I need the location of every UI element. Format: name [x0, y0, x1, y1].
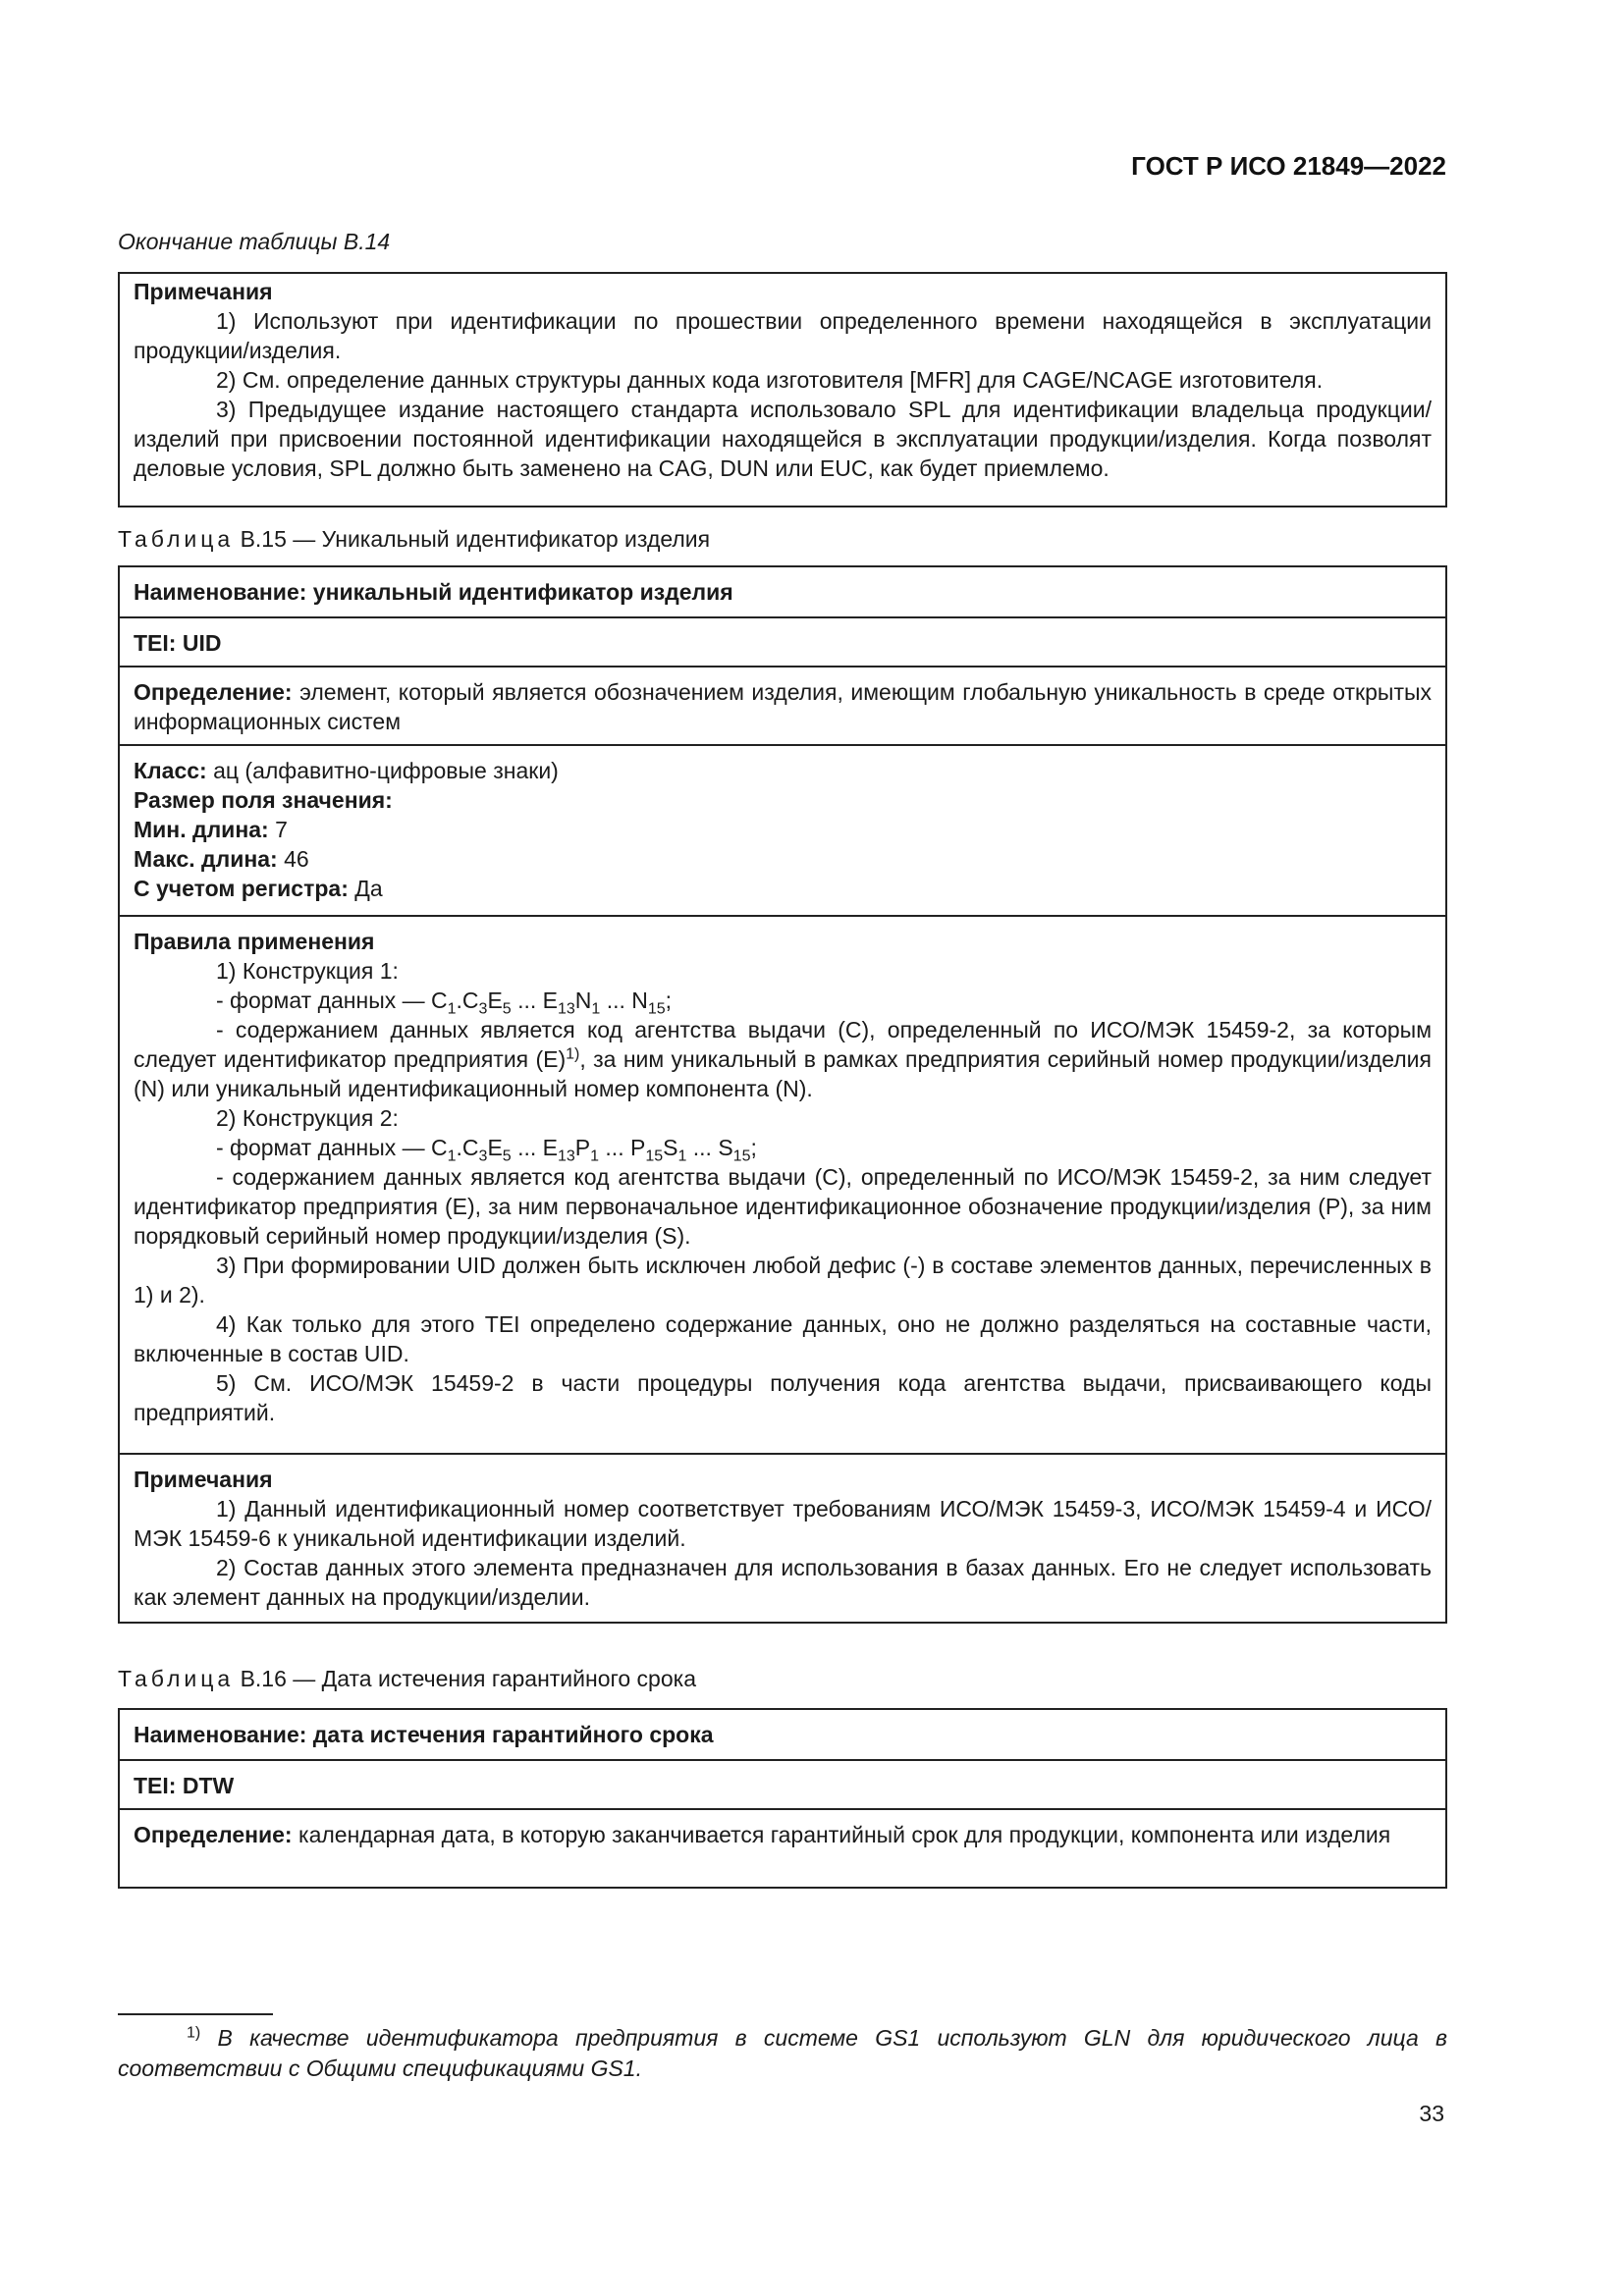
b14-note-3: 3) Предыдущее издание настоящего стандарта использовало SPL для идентификации владельца продукции/изделий при присвоении постоянной идентификации находящейся в эксплуатации продукции/изделия. Когда позволят деловые условия, SPL должно быть заменено на CAG, DUN или EUC, как будет приемлемо.	[134, 397, 1432, 481]
table-b15	[118, 565, 1447, 1624]
b15-min-value: 7	[275, 817, 288, 842]
b15-name-row	[120, 567, 1445, 616]
b15-case-label: С учетом регистра:	[134, 876, 349, 901]
b16-definition-label: Определение:	[134, 1822, 293, 1847]
b15-rule2-title: 2) Конструкция 2:	[216, 1105, 399, 1131]
table-b15-caption	[118, 524, 710, 554]
table-b16-caption-word: Таблица	[118, 1666, 235, 1691]
b15-rule1-format-prefix: - формат данных —	[216, 988, 425, 1013]
b15-class-value: ац (алфавитно-цифровые знаки)	[213, 758, 559, 783]
b15-max-label: Макс. длина:	[134, 846, 278, 872]
table-b14-notes	[118, 272, 1447, 507]
b15-field-size-label: Размер поля значения:	[134, 787, 393, 813]
b15-case-sensitive	[134, 874, 1432, 903]
b16-definition-text: календарная дата, в которую заканчивается гарантийный срок для продукции, компонента или изделия	[298, 1822, 1391, 1847]
b15-rules-title: Правила применения	[134, 929, 375, 954]
b15-case-value: Да	[354, 876, 383, 901]
page-number: 33	[1419, 2101, 1444, 2126]
b15-max-length	[134, 844, 1432, 874]
b16-definition-row	[120, 1808, 1445, 1887]
b15-definition	[134, 677, 1432, 736]
b15-min-label: Мин. длина:	[134, 817, 269, 842]
b14-notes-title: Примечания	[134, 279, 273, 304]
b16-tei: TEI: DTW	[134, 1773, 235, 1798]
b14-notes-cell	[120, 274, 1445, 506]
document-header: ГОСТ Р ИСО 21849—2022	[1131, 151, 1446, 181]
b15-definition-row	[120, 666, 1445, 744]
footnote-separator	[118, 2013, 273, 2015]
b15-max-value: 46	[284, 846, 309, 872]
footnote-ref-1: 1)	[566, 1045, 580, 1063]
b15-rule2-format-prefix: - формат данных —	[216, 1135, 425, 1160]
table-b16-caption-title: B.16 — Дата истечения гарантийного срока	[240, 1666, 697, 1691]
b15-class	[134, 756, 1432, 785]
b14-note-2: 2) См. определение данных структуры данных кода изготовителя [MFR] для CAGE/NCAGE изготовителя.	[216, 367, 1324, 393]
table-b15-caption-word: Таблица	[118, 526, 235, 552]
b16-name-row	[120, 1710, 1445, 1759]
table-b16-caption	[118, 1664, 696, 1693]
footnote	[118, 2023, 1447, 2084]
b15-rule1-content-a: - содержанием данных является код агентства выдачи (С), определенный по ИСО/МЭК 15459-2, за которым следует идентификатор предприятия (Е)	[134, 1017, 1432, 1072]
table-b16	[118, 1708, 1447, 1889]
b16-tei-row	[120, 1759, 1445, 1808]
b15-rules-row	[120, 915, 1445, 1453]
b15-definition-label: Определение:	[134, 679, 293, 705]
b15-name: Наименование: уникальный идентификатор изделия	[134, 579, 733, 605]
b16-name: Наименование: дата истечения гарантийного срока	[134, 1722, 714, 1747]
b15-rule1-format: - формат данных — $C_1.C_3E_5$ ... $E_{13}N_1$ ... $N_{15}$;	[216, 988, 673, 1018]
b15-rule4: 4) Как только для этого TEI определено содержание данных, оно не должно разделяться на составные части, включенные в состав UID.	[134, 1311, 1432, 1366]
table-b15-caption-title: B.15 — Уникальный идентификатор изделия	[240, 526, 711, 552]
b15-rule1-title: 1) Конструкция 1:	[216, 958, 399, 984]
b15-tei: TEI: UID	[134, 630, 222, 656]
b16-definition	[134, 1820, 1432, 1849]
b15-note-1: 1) Данный идентификационный номер соответствует требованиям ИСО/МЭК 15459-3, ИСО/МЭК 15459-4 и ИСО/МЭК 15459-6 к уникальной идентификации изделий.	[134, 1496, 1432, 1551]
b15-class-label: Класс:	[134, 758, 207, 783]
footnote-text: В качестве идентификатора предприятия в системе GS1 используют GLN для юридического лица в соответствии с Общими спецификациями GS1.	[118, 2025, 1448, 2081]
b15-rule3: 3) При формировании UID должен быть исключен любой дефис (-) в составе элементов данных, перечисленных в 1) и 2).	[134, 1253, 1432, 1308]
continuation-label: Окончание таблицы B.14	[118, 229, 391, 254]
b15-min-length	[134, 815, 1432, 844]
b15-tei-row	[120, 616, 1445, 666]
b15-notes-row	[120, 1453, 1445, 1622]
b15-notes-title: Примечания	[134, 1467, 273, 1492]
b15-rule2-content: - содержанием данных является код агентства выдачи (С), определенный по ИСО/МЭК 15459-2, за ним следует идентификатор предприятия (Е), за ним первоначальное идентификационное обозначение продукции/изделия (Р), за ним порядковый серийный номер продукции/изделия (S).	[134, 1164, 1432, 1249]
b15-note-2: 2) Состав данных этого элемента предназначен для использования в базах данных. Его не следует использовать как элемент данных на продукции/изделии.	[134, 1555, 1432, 1610]
b15-rule5: 5) См. ИСО/МЭК 15459-2 в части процедуры получения кода агентства выдачи, присваивающего коды предприятий.	[134, 1370, 1432, 1425]
footnote-mark: 1)	[187, 2024, 201, 2042]
b15-rule1-content-b: , за ним уникальный в рамках предприятия серийный номер продукции/изделия (N) или уникальный идентификационный номер компонента (N).	[134, 1046, 1432, 1101]
b15-class-row	[120, 744, 1445, 915]
b15-definition-text: элемент, который является обозначением изделия, имеющим глобальную уникальность в среде открытых информационных систем	[134, 679, 1433, 734]
b15-rule2-format: - формат данных — $C_1.C_3E_5$ ... $E_{13}P_1$ ... $P_{15}S_1$ ... $S_{15}$;	[216, 1135, 757, 1165]
b15-rule1-content	[134, 1015, 1432, 1103]
b14-note-1: 1) Используют при идентификации по прошествии определенного времени находящейся в эксплуатации продукции/изделия.	[134, 308, 1432, 363]
